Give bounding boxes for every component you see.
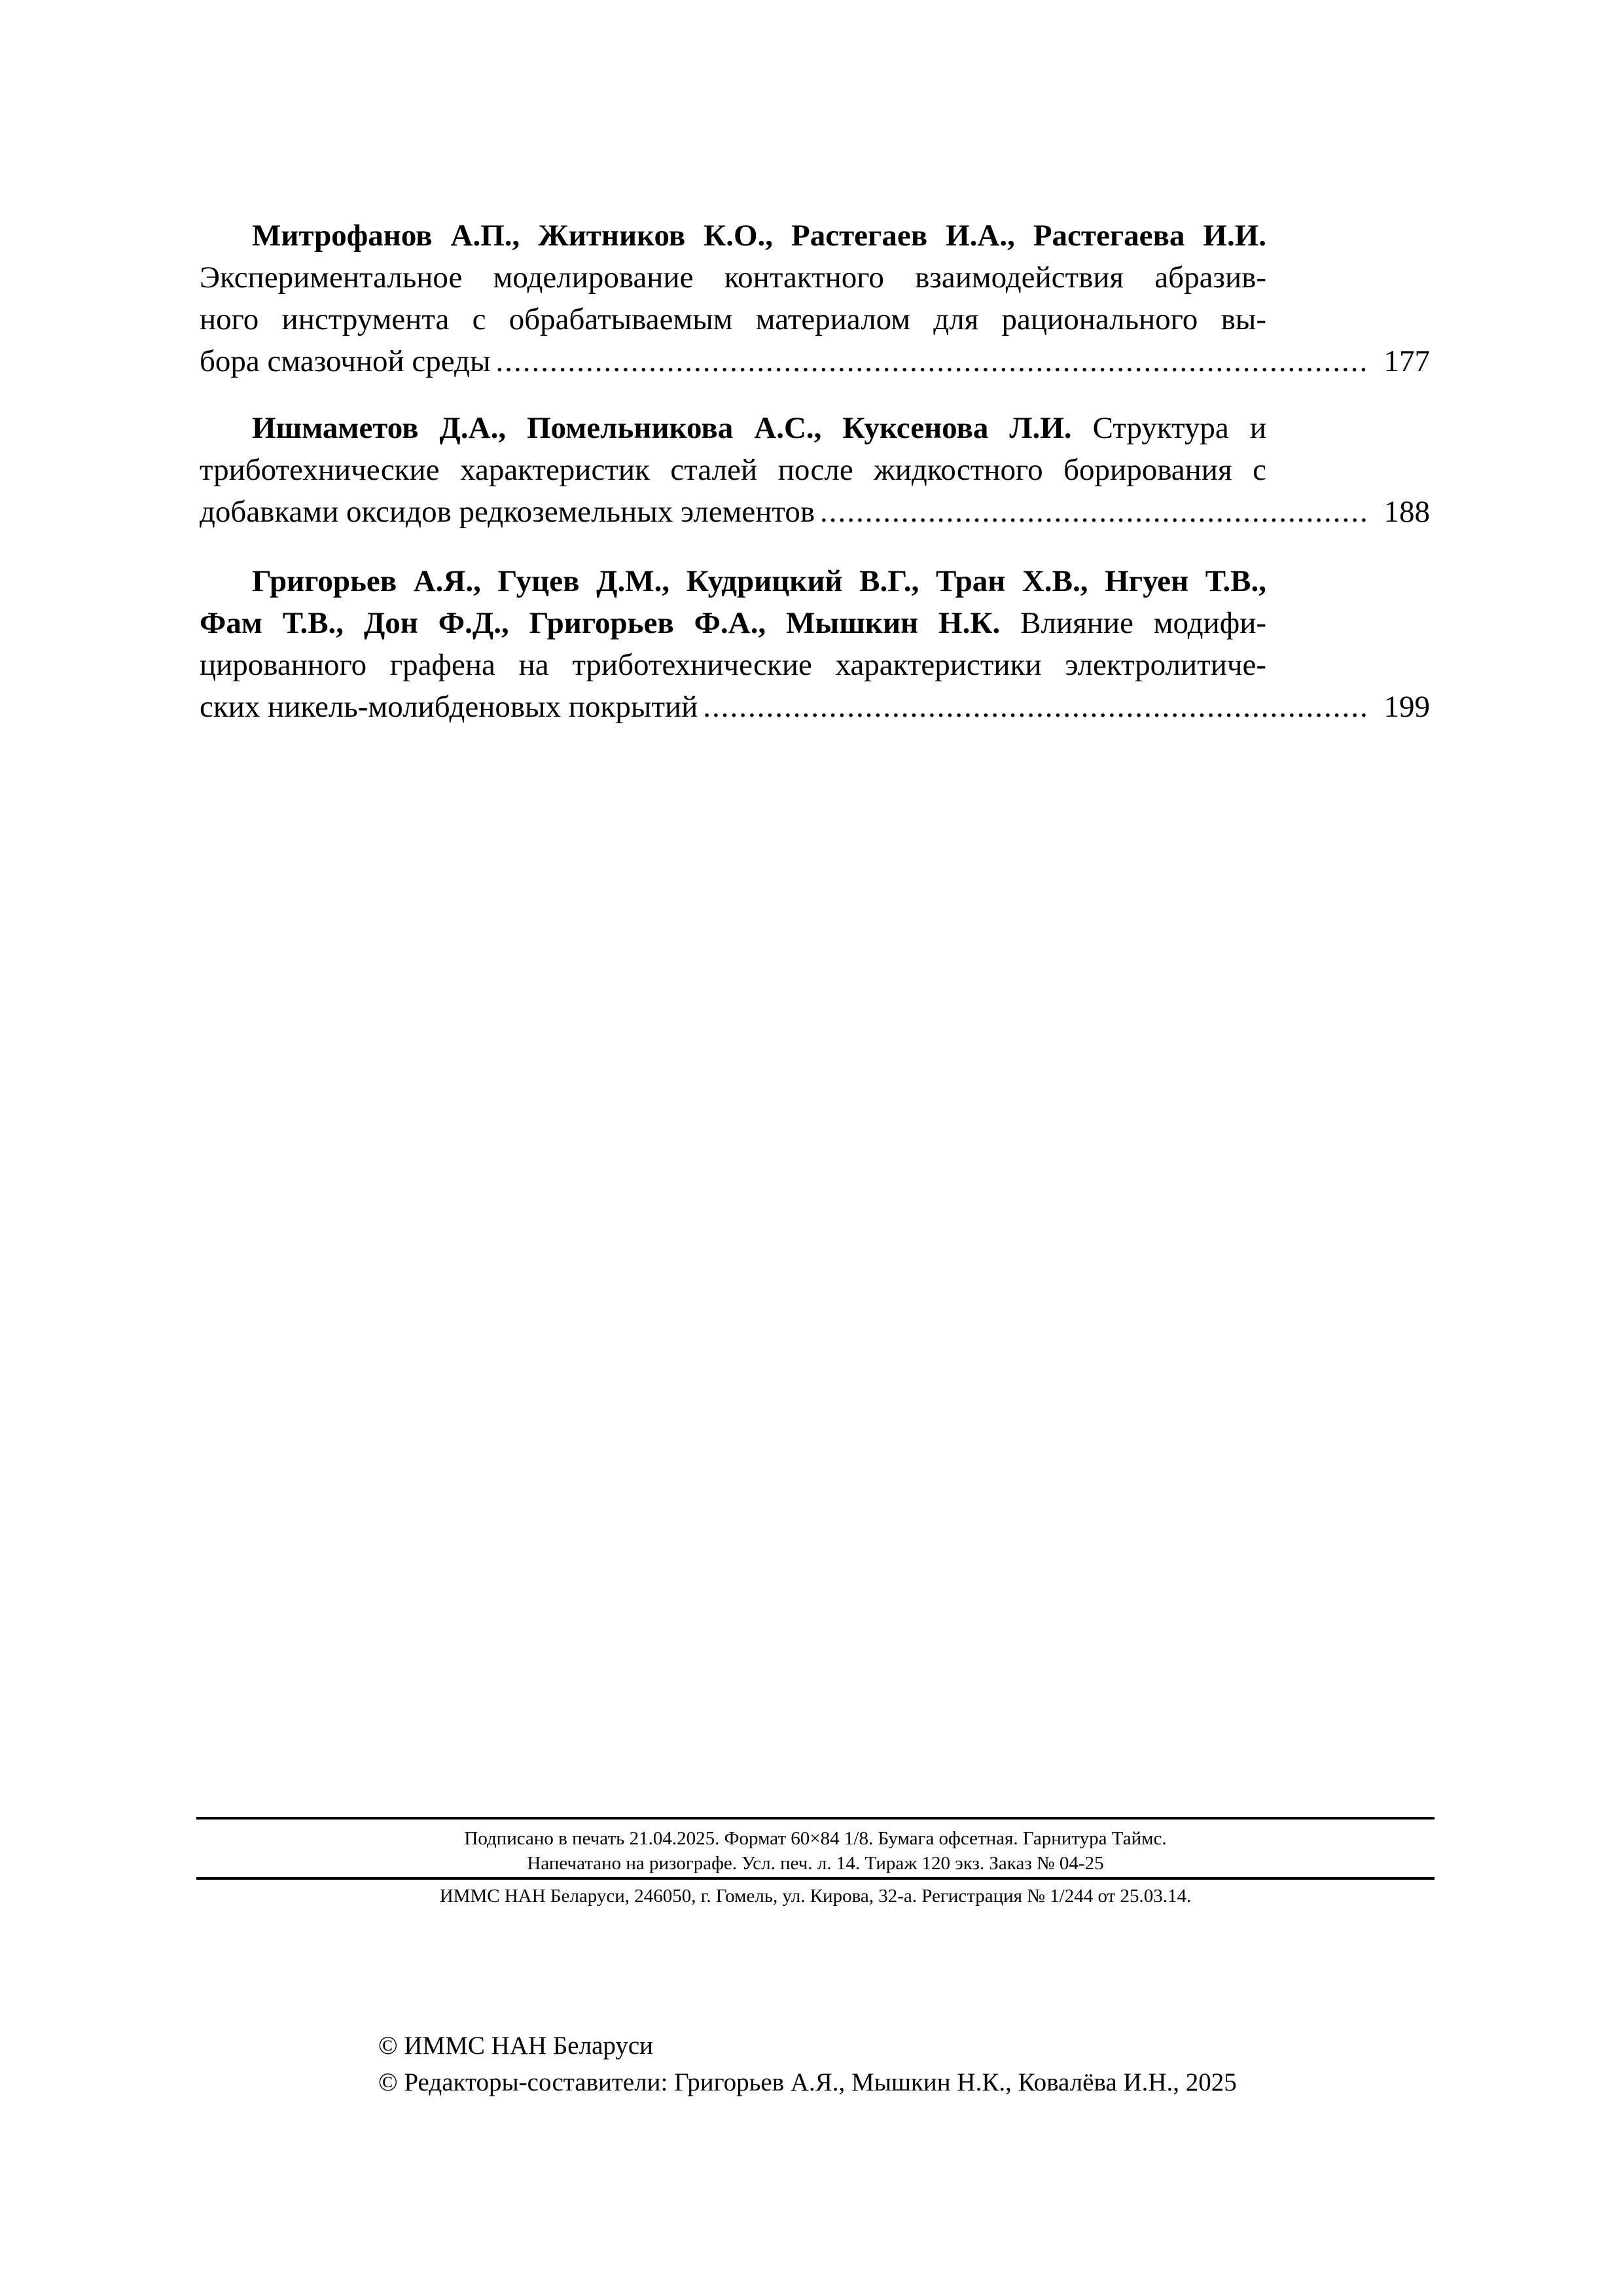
toc-entry-title-end: бора смазочной среды	[200, 344, 491, 378]
toc-entry-1	[200, 215, 1430, 382]
authors-text: Фам Т.В., Дон Ф.Д., Григорьев Ф.А., Мышкин Н.К.	[200, 606, 1001, 640]
imprint-middle-rule	[196, 1877, 1435, 1880]
toc-entry-title-start: Структура и	[1092, 411, 1266, 445]
page-number: 199	[1383, 690, 1430, 724]
imprint-line-1: Подписано в печать 21.04.2025. Формат 60×84 1/8. Бумага офсетная. Гарнитура Таймс.	[464, 1828, 1167, 1849]
toc-entry-title-line: триботехнические характеристик сталей после жидкостного борирования с	[200, 453, 1266, 487]
toc-entry-title-line: Экспериментальное моделирование контактного взаимодействия абразив-	[200, 260, 1266, 295]
toc-entry-3	[200, 560, 1430, 728]
toc-entry-authors	[200, 215, 1266, 257]
copyright-line-2: © Редакторы-составители: Григорьев А.Я., Мышкин Н.К., Ковалёва И.Н., 2025	[378, 2068, 1237, 2096]
authors-text: Ишмаметов Д.А., Помельникова А.С., Куксенова Л.И.	[252, 411, 1072, 445]
toc-entry-title-line: ного инструмента с обрабатываемым материалом для рационального вы-	[200, 302, 1266, 336]
toc-entry-title-end: ских никель-молибденовых покрытий	[200, 690, 698, 724]
page-number: 177	[1383, 344, 1430, 378]
toc-entry-last-line	[200, 491, 1430, 533]
toc-entry-authors	[200, 407, 1266, 449]
dot-leader	[820, 491, 1369, 533]
copyright-line-1: © ИММС НАН Беларуси	[378, 2032, 654, 2060]
toc-entry-last-line	[200, 686, 1430, 728]
authors-text: Григорьев А.Я., Гуцев Д.М., Кудрицкий В.Г., Тран Х.В., Нгуен Т.В.,	[252, 564, 1266, 598]
imprint-line-3: ИММС НАН Беларуси, 246050, г. Гомель, ул. Кирова, 32-а. Регистрация № 1/244 от 25.03.14.	[439, 1886, 1192, 1907]
toc-entry-authors	[200, 560, 1266, 602]
toc-entry-authors-cont	[200, 602, 1266, 644]
toc-entry-2	[200, 407, 1430, 533]
toc-entry-title-end: добавками оксидов редкоземельных элементов	[200, 495, 815, 529]
imprint-line-2: Напечатано на ризографе. Усл. печ. л. 14. Тираж 120 экз. Заказ № 04-25	[527, 1853, 1104, 1874]
toc-entry-title-line: цированного графена на триботехнические характеристики электролитиче-	[200, 648, 1266, 682]
toc-entry-last-line	[200, 340, 1430, 382]
authors-text: Митрофанов А.П., Житников К.О., Растегаев И.А., Растегаева И.И.	[252, 219, 1266, 253]
toc-entry-title-start: Влияние модифи-	[1020, 606, 1266, 640]
page-number: 188	[1383, 495, 1430, 529]
dot-leader	[496, 340, 1369, 382]
imprint-top-rule	[196, 1817, 1435, 1820]
dot-leader	[703, 686, 1369, 728]
